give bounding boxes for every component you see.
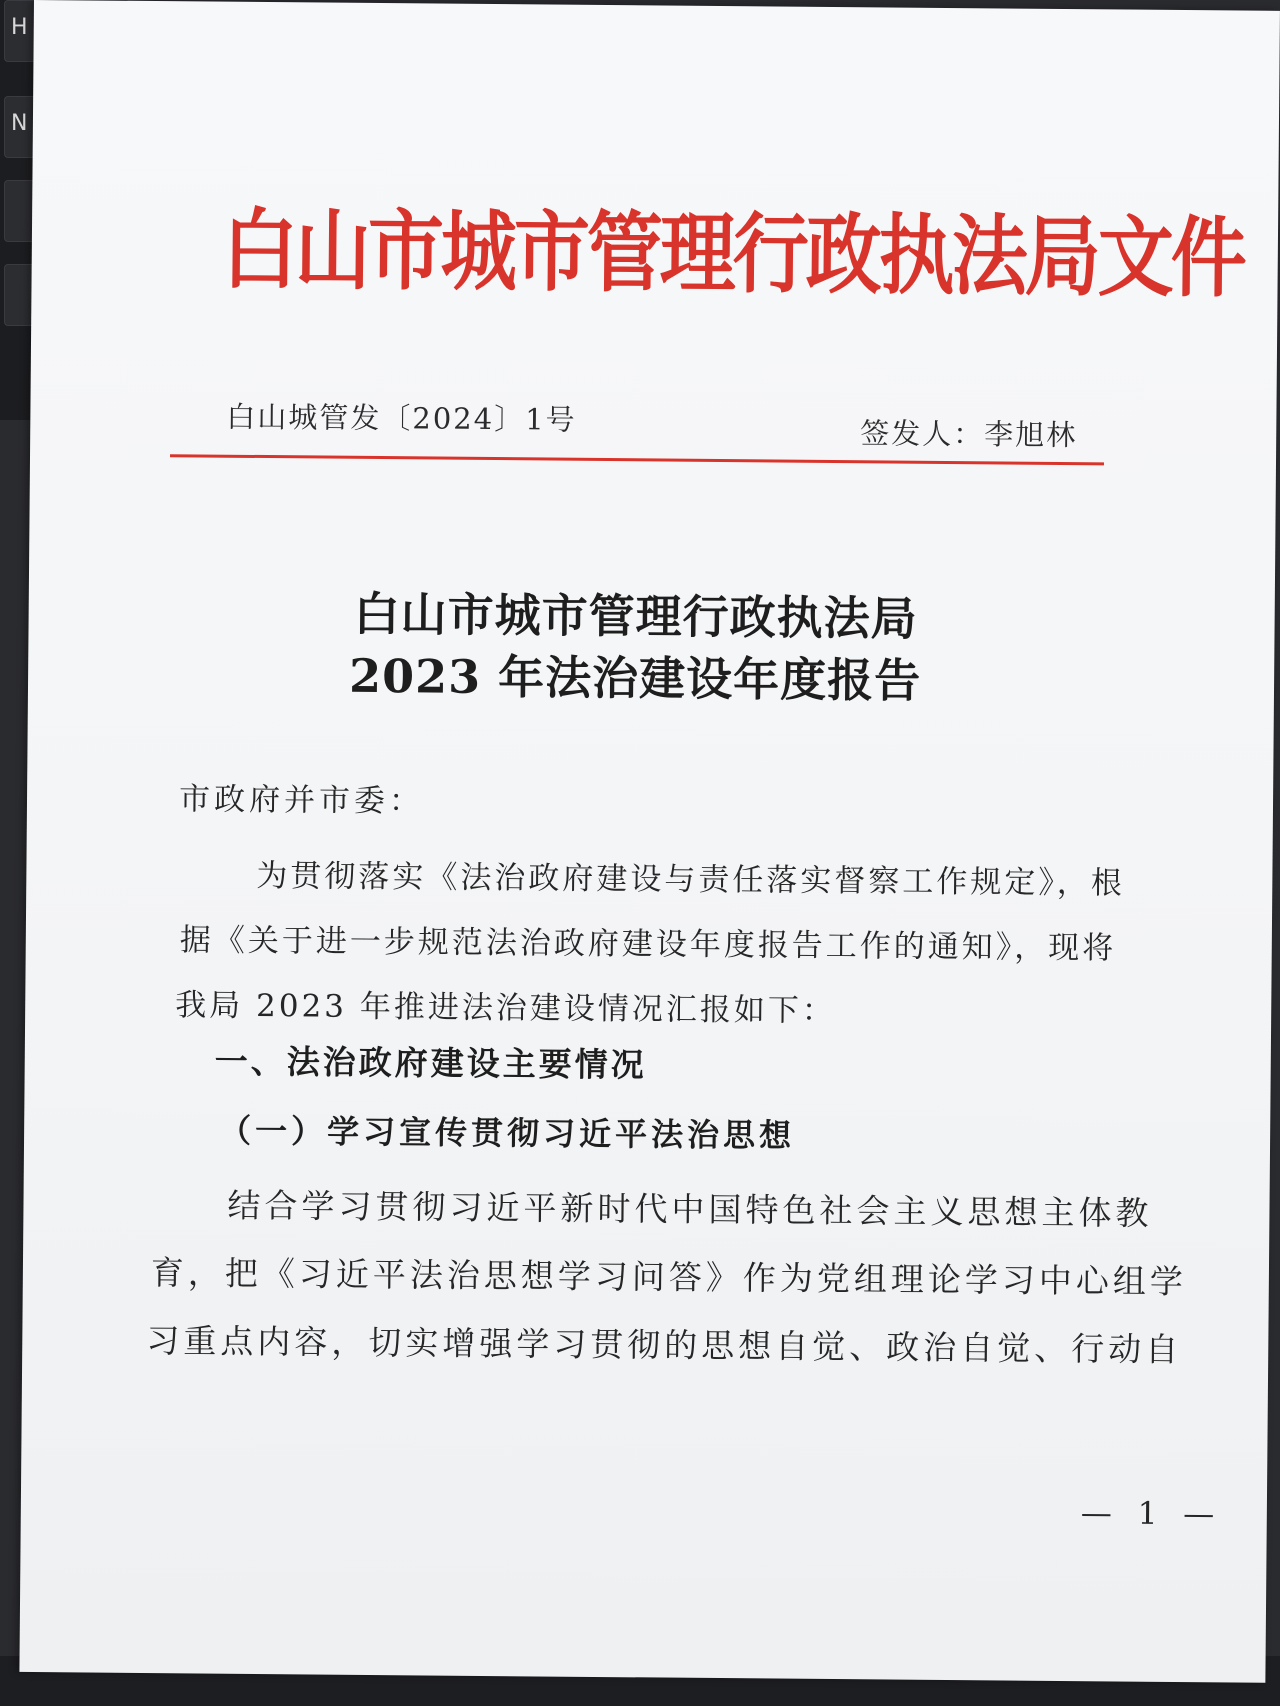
key-label: N: [11, 111, 28, 136]
report-title-line: 2023 年法治建设年度报告: [348, 648, 922, 708]
section-heading: 一、法治政府建设主要情况: [214, 1041, 647, 1085]
document-header-title: 白山市城市管理行政执法局文件: [221, 198, 1245, 310]
paragraph-line: 结合学习贯彻习近平新时代中国特色社会主义思想主体教: [227, 1185, 1153, 1233]
document-number: 白山城管发〔2024〕1号: [226, 399, 577, 437]
page-number: — 1 —: [1080, 1495, 1223, 1533]
report-title-line: 白山市城市管理行政执法局: [353, 586, 918, 646]
issuer-line: 签发人：李旭林: [860, 416, 1078, 453]
paragraph-line: 据《关于进一步规范法治政府建设年度报告工作的通知》，现将: [179, 922, 1117, 967]
paragraph-line: 育，把《习近平法治思想学习问答》作为党组理论学习中心组学: [150, 1253, 1188, 1302]
salutation: 市政府并市委：: [178, 781, 425, 820]
red-separator-line: [170, 454, 1104, 465]
report-title: [168, 581, 1103, 713]
body-paragraph: [116, 1171, 1188, 1384]
key-label: H: [11, 15, 28, 40]
subsection-heading: （一）学习宣传贯彻习近平法治思想: [218, 1111, 796, 1155]
paragraph-line: 习重点内容，切实增强学习贯彻的思想自觉、政治自觉、行动自: [146, 1321, 1183, 1370]
paragraph-line: 为贯彻落实《法治政府建设与责任落实督察工作规定》，根: [256, 857, 1125, 902]
paragraph-line: 我局 2023 年推进法治建设情况汇报如下：: [175, 987, 836, 1030]
intro-paragraph: [155, 843, 1125, 1046]
document-page: [19, 0, 1280, 1683]
